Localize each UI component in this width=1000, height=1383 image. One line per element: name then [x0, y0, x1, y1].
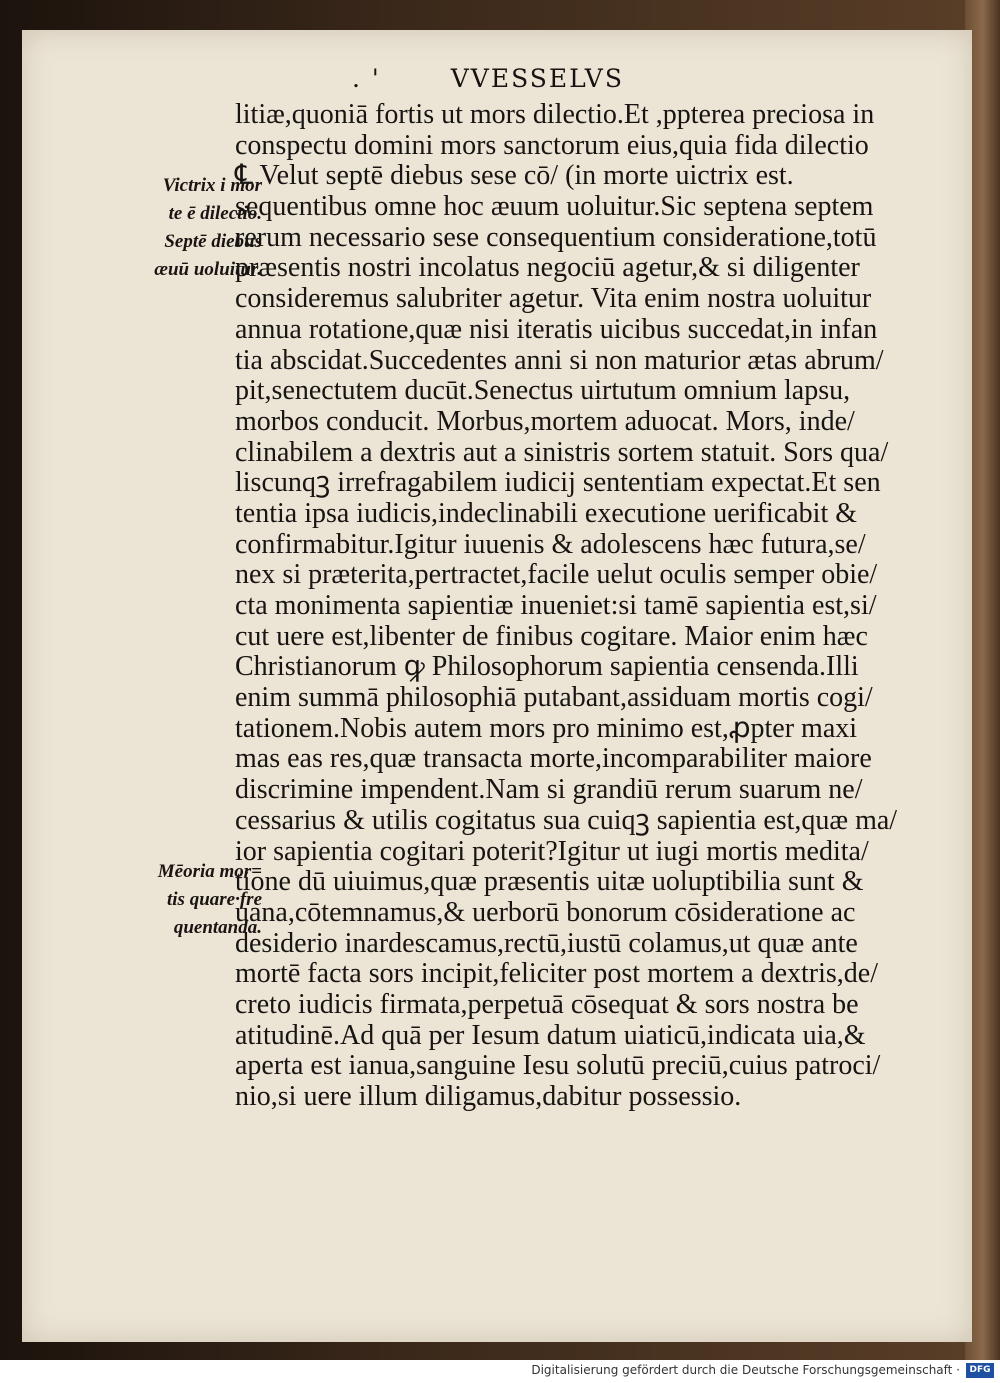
- marginal-line: æuū uoluitur.: [154, 259, 262, 280]
- text-line: morbos conducit. Morbus,mortem aduocat. Mors, inde/: [235, 405, 855, 437]
- text-line: desiderio inardescamus,rectū,iustū colamus,ut quæ ante: [235, 927, 858, 959]
- text-line: ior sapientia cogitari poterit?Igitur ut iugi mortis medita/: [235, 835, 869, 867]
- running-head: [352, 64, 752, 100]
- running-head-ornament: . ': [352, 64, 381, 93]
- text-line: pit,senectutem ducūt.Senectus uirtutum omnium lapsu,: [235, 375, 851, 407]
- text-line: nio,si uere illum diligamus,dabitur possessio.: [235, 1081, 742, 1112]
- dfg-logo-icon: DFG: [966, 1363, 994, 1378]
- marginal-line: tis quare·fre: [167, 889, 262, 910]
- running-head-title: VVESSELVS: [450, 64, 624, 93]
- text-line: nex si præterita,pertractet,facile uelut oculis semper obie/: [235, 559, 878, 591]
- text-line: tia abscidat.Succedentes anni si non maturior ætas abrum/: [235, 344, 884, 376]
- text-line: creto iudicis firmata,perpetuā cōsequat & sors nostra be: [235, 988, 859, 1020]
- text-line: tentia ipsa iudicis,indeclinabili executione uerificabit &: [235, 497, 858, 529]
- text-line: Christianorum ꝙ Philosophorum sapientia censenda.Illi: [235, 651, 859, 683]
- body-text: [235, 100, 935, 1113]
- marginal-line: Septē diebus: [164, 231, 262, 252]
- text-line: tationem.Nobis autem mors pro minimo est,ꝓpter maxi: [235, 712, 858, 744]
- text-line: conspectu domini mors sanctorum eius,quia fida dilectio: [235, 129, 869, 161]
- text-line: cta monimenta sapientiæ inueniet:si tamē sapientia est,si/: [235, 590, 877, 621]
- text-line: tione dū uiuimus,quæ præsentis uitæ uoluptibilia sunt &: [235, 866, 864, 898]
- text-line: sequentibus omne hoc æuum uoluitur.Sic septena septem: [235, 191, 874, 223]
- text-line: clinabilem a dextris aut a sinistris sortem statuit. Sors qua/: [235, 436, 889, 468]
- text-line: mortē facta sors incipit,feliciter post mortem a dextris,de/: [235, 958, 879, 990]
- text-line: discrimine impendent.Nam si grandiū rerum suarum ne/: [235, 774, 863, 806]
- text-line: præsentis nostri incolatus negociū agetur,& si diligenter: [235, 252, 860, 284]
- marginal-line: quentanda.: [173, 917, 262, 938]
- text-line: annua rotatione,quæ nisi iteratis uicibus succedat,in infan: [235, 313, 878, 345]
- text-line: confirmabitur.Igitur iuuenis & adolescens hæc futura,se/: [235, 528, 866, 560]
- text-line: ℄ Velut septē diebus sese cō/ (in morte uictrix est.: [235, 160, 794, 192]
- text-line: aperta est ianua,sanguine Iesu solutū preciū,cuius patroci/: [235, 1050, 881, 1082]
- text-line: liscunqꝫ irrefragabilem iudicij sententiam expectat.Et sen: [235, 467, 881, 499]
- text-line: enim summā philosophiā putabant,assiduam mortis cogi/: [235, 682, 873, 714]
- text-line: consideremus salubriter agetur. Vita enim nostra uoluitur: [235, 283, 872, 315]
- funding-credit: Digitalisierung gefördert durch die Deutsche Forschungsgemeinschaft ·: [531, 1363, 960, 1377]
- text-line: rerum necessario sese consequentium consideratione,totū: [235, 221, 877, 253]
- text-line: cessarius & utilis cogitatus sua cuiqꝫ sapientia est,quæ ma/: [235, 804, 898, 836]
- marginal-line: Victrix i mor: [162, 175, 262, 196]
- footer-bar: [0, 1360, 1000, 1383]
- marginal-line: Mēoria mor=: [157, 861, 262, 882]
- text-line: cut uere est,libenter de finibus cogitare. Maior enim hæc: [235, 620, 868, 652]
- text-line: mas eas res,quæ transacta morte,incomparabiliter maiore: [235, 743, 872, 775]
- marginal-line: te ē dilectio.: [168, 203, 262, 224]
- text-line: uana,cōtemnamus,& uerborū bonorum cōsideratione ac: [235, 896, 856, 928]
- text-line: atitudinē.Ad quā per Iesum datum uiaticū,indicata uia,&: [235, 1019, 866, 1051]
- book-page: [22, 30, 972, 1342]
- text-line: litiæ,quoniā fortis ut mors dilectio.Et ,ppterea preciosa in: [235, 99, 875, 130]
